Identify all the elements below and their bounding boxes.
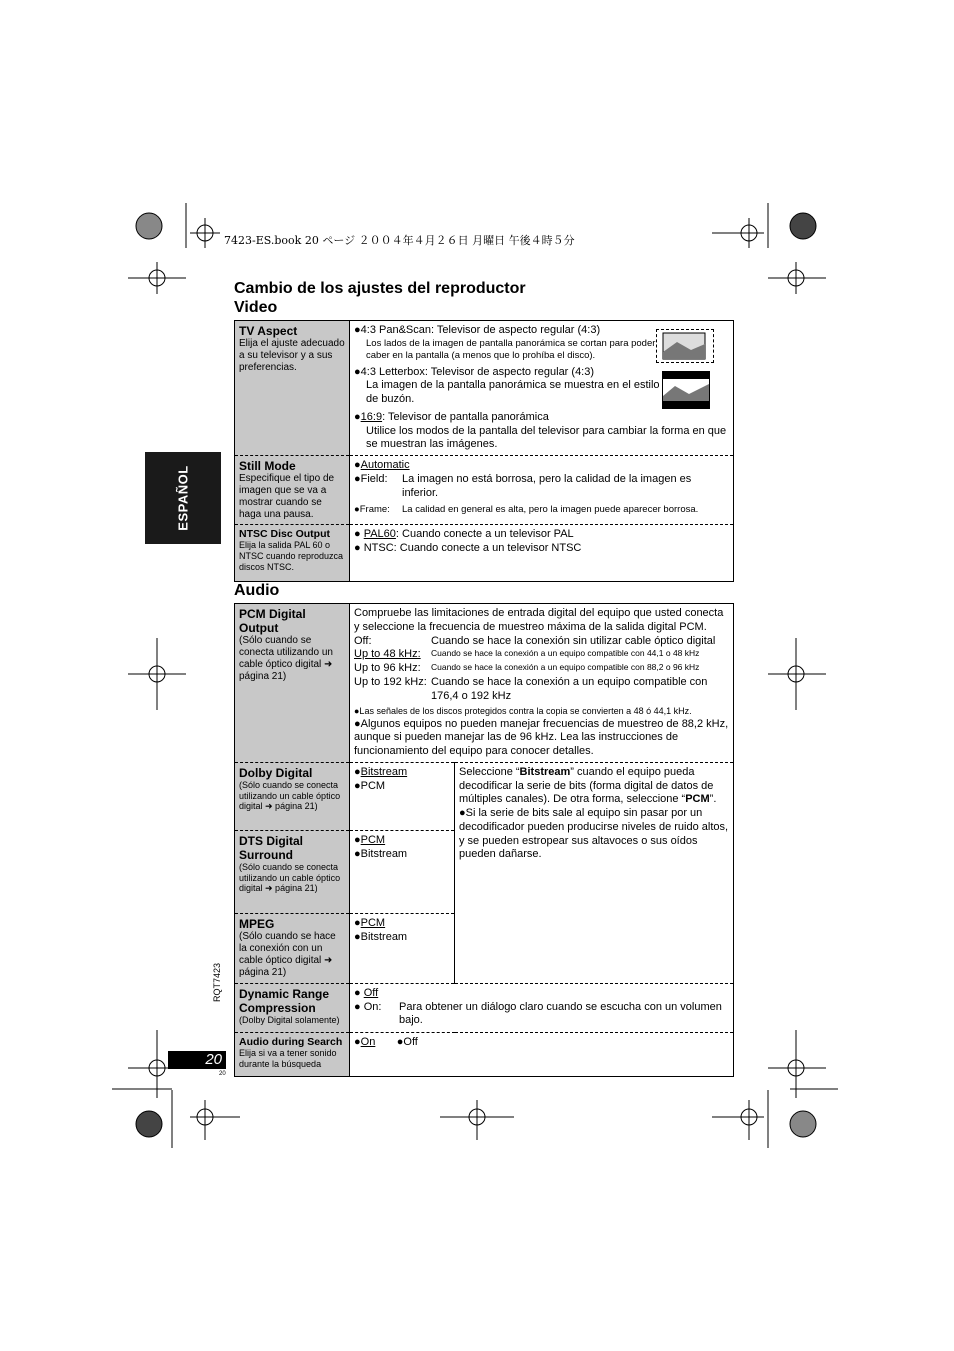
still-mode-opt1: Automatic — [360, 459, 410, 471]
pcm-note1: ●Las señales de los discos protegidos contra la copia se convierten a 48 ó 44,1 kHz. — [354, 706, 692, 717]
dts-label: DTS Digital Surround — [239, 833, 304, 862]
pcm-desc: (Sólo cuando se conecta utilizando un cable óptico digital ➜ página 21) — [239, 635, 333, 682]
page-number: 20 — [168, 1051, 226, 1069]
search-opt2: ●Off — [396, 1035, 418, 1048]
pcm-96-key: Up to 96 kHz: — [354, 662, 421, 674]
panscan-image — [656, 329, 714, 363]
bitstream-note-b: Bitstream — [519, 765, 571, 778]
dolby-desc: (Sólo cuando se conecta utilizando un cable óptico digital ➜ página 21) — [239, 779, 341, 812]
still-mode-opt3-key: ●Frame: — [354, 504, 390, 516]
search-desc: Elija si va a tener sonido durante la búsqueda — [239, 1047, 337, 1069]
pcm-intro: Compruebe las limitaciones de entrada digital del equipo que usted conecta y seleccione la frecuencia de muestreo máxima de la salida digital PCM. — [354, 607, 724, 633]
letterbox-image — [662, 371, 710, 409]
bitstream-note-c: ” cuando el equipo pueda decodificar la serie de bits (forma digital de datos de múltiples canales). De otra forma, seleccione “ — [459, 765, 714, 806]
pcm-note2: ●Algunos equipos no pueden manejar frecuencias de muestreo de 88,2 kHz, aunque si pueden manejar las de 96 kHz. Lea las instrucciones de funcionamiento del equipo para conocer detalles. — [354, 717, 729, 757]
bitstream-note-d: PCM — [685, 793, 710, 806]
still-mode-opt2-key: ●Field: — [354, 472, 388, 485]
drc-label: Dynamic Range Compression — [239, 986, 330, 1015]
tiny-page-number: 20 — [219, 1071, 226, 1077]
tv-aspect-opt2: ●4:3 Letterbox: Televisor de aspecto regular (4:3) — [354, 365, 595, 378]
tv-aspect-opt3-desc: Utilice los modos de la pantalla del televisor para cambiar la forma en que se muestran las imágenes. — [366, 424, 727, 451]
mpeg-label: MPEG — [239, 916, 275, 931]
still-mode-label: Still Mode — [239, 459, 296, 473]
pcm-48-key: Up to 48 kHz: — [354, 648, 421, 661]
still-mode-desc: Especifique el tipo de imagen que se va a mostrar cuando se haga una pausa. — [239, 473, 335, 520]
tv-aspect-opt1: ●4:3 Pan&Scan: Televisor de aspecto regular (4:3) — [354, 324, 601, 336]
dts-opt1: PCM — [360, 833, 386, 846]
pcm-off-key: Off: — [354, 634, 372, 647]
tv-aspect-desc: Elija el ajuste adecuado a su televisor y a sus preferencias. — [239, 338, 345, 373]
tv-aspect-opt2-desc: La imagen de la pantalla panorámica se muestra en el estilo de buzón. — [366, 379, 660, 405]
dolby-opt1: Bitstream — [360, 765, 408, 778]
bitstream-note-e: ”. — [709, 793, 717, 806]
bitstream-note2: ●Si la serie de bits sale al equipo sin pasar por un decodificador pueden producirse niveles de ruido altos, y se pueden estropear sus altavoces o sus oídos pueden dañarse. — [459, 807, 729, 861]
mpeg-opt2: ●Bitstream — [354, 930, 408, 943]
section-title: Cambio de los ajustes del reproductor — [234, 280, 526, 297]
ntsc-opt2: ● NTSC: Cuando conecte a un televisor NTSC — [354, 541, 582, 554]
language-tab: ESPAÑOL — [145, 452, 221, 544]
search-opt1: On — [360, 1035, 376, 1048]
drc-opt2-key: ● On: — [354, 1000, 382, 1013]
mpeg-desc: (Sólo cuando se hace la conexión con un cable óptico digital ➜ página 21) — [239, 930, 336, 978]
still-mode-opt3: La calidad en general es alta, pero la imagen puede aparecer borrosa. — [402, 504, 699, 516]
ntsc-label: NTSC Disc Output — [239, 528, 330, 540]
print-header: 7423-ES.book 20 ページ ２００４年４月２６日 月曜日 午後４時５分 — [224, 234, 575, 247]
mpeg-opt1: PCM — [360, 916, 386, 929]
drc-opt1: Off — [363, 986, 379, 999]
pcm-off: Cuando se hace la conexión sin utilizar cable óptico digital — [431, 634, 716, 647]
tv-aspect-opt3-key: 16:9 — [360, 410, 383, 423]
video-title: Video — [234, 299, 278, 316]
tv-aspect-label: TV Aspect — [239, 324, 298, 338]
pcm-192: Cuando se hace la conexión a un equipo compatible con 176,4 o 192 kHz — [431, 675, 708, 702]
doc-code: RQT7423 — [212, 962, 222, 1002]
pcm-label: PCM Digital Output — [239, 607, 306, 635]
audio-table: PCM Digital Output (Sólo cuando se conecta utilizando un cable óptico digital ➜ página 21) Compruebe las limitaciones de entrada digital del equipo que usted conecta y seleccione la frecuencia de muestreo máxima de la salida digital PCM. Off: Cuando se hace la conexión sin utilizar cable óptico digital Up to 48 kHz: Cuando se hace la conexión a un equipo compatible con 44,1 o 48 kHz Up to 96 kHz: Cuando se hace la conexión a un equipo compatible con 88,2 o 96 kHz Up to 192 kHz: Cuando se hace la conexión a un equipo compatible con 176,4 o 192 kHz ●Las señales de los discos protegidos contra la copia se convierten a 48 ó 44,1 kHz. ●Algunos equipos no pueden manejar frecuencias de muestreo de 88,2 kHz, aunque si pueden manejar las de 96 kHz. Lea las instrucciones de funcionamiento del equipo para conocer detalles. Dolby Digital (Sólo cuando se conecta utilizando un cable óptico digital ➜ página 21) ●Bitstream ●PCM Seleccione “Bitstream” cuando el equipo pueda decodificar la serie de bits (forma digital de datos de múltiples canales). De otra forma, seleccione “PCM”. ●Si la serie de bits sale al equipo sin pasar por un decodificador pueden producirse niveles de ruido altos, y se pueden estropear sus altavoces o sus oídos pueden dañarse. DTS Digital Surround (Sólo cuando se conecta utilizando un cable óptico digital ➜ página 21) ●PCM ●Bitstream MPEG (Sólo cuando se hace la conexión con un cable óptico digital ➜ página 21) ●PCM ●Bitstream Dynamic Range Compression (Dolby Digital solamente) ● Off ● On: Para obtener un diálogo claro cuando se escucha con un volumen bajo. Audio during Search Elija si va a tener sonido durante la búsqueda ●On ●Off — [234, 603, 734, 1077]
dts-opt2: ●Bitstream — [354, 847, 408, 860]
drc-desc: (Dolby Digital solamente) — [239, 1014, 340, 1025]
ntsc-opt1-key: PAL60 — [363, 528, 396, 540]
bitstream-note-a: Seleccione “ — [459, 765, 520, 778]
ntsc-opt1: : Cuando conecte a un televisor PAL — [395, 528, 574, 540]
dolby-label: Dolby Digital — [239, 765, 313, 780]
dolby-opt2: ●PCM — [354, 779, 386, 792]
dts-desc: (Sólo cuando se conecta utilizando un cable óptico digital ➜ página 21) — [239, 861, 341, 894]
drc-opt2: Para obtener un diálogo claro cuando se escucha con un volumen bajo. — [399, 1000, 722, 1027]
audio-title: Audio — [234, 582, 280, 599]
tv-aspect-opt3: : Televisor de pantalla panorámica — [382, 410, 549, 423]
ntsc-desc: Elija la salida PAL 60 o NTSC cuando reproduzca discos NTSC. — [239, 540, 344, 572]
search-label: Audio during Search — [239, 1035, 343, 1048]
pcm-192-key: Up to 192 kHz: — [354, 675, 427, 688]
video-table: TV Aspect Elija el ajuste adecuado a su televisor y a sus preferencias. ●4:3 Pan&Scan: Televisor de aspecto regular (4:3) Los lados de la imagen de pantalla panorámica se cortan para poder caber en la pantalla (a menos que lo prohíba el disco). ●4:3 Letterbox: Televisor de aspecto regular (4:3) La imagen de la pantalla panorámica se muestra en el estilo de buzón. ●16:9: Televisor de pantalla panorámica Utilice los modos de la pantalla del televisor para cambiar la forma en que se muestran las imágenes. Still Mode Especifique el tipo de imagen que se va a mostrar cuando se haga una pausa. ●Automatic ●Field: La imagen no está borrosa, pero la calidad de la imagen es inferior. ●Frame: La calidad en general es alta, pero la imagen puede aparecer borrosa. NTSC Disc Output Elija la salida PAL 60 o NTSC cuando reproduzca discos NTSC. ● PAL60: Cuando conecte a un televisor PAL ● NTSC: Cuando conecte a un televisor NTSC — [234, 320, 734, 582]
tv-aspect-opt1-desc: Los lados de la imagen de pantalla panorámica se cortan para poder caber en la pantalla (a menos que lo prohíba el disco). — [366, 337, 656, 361]
pcm-48: Cuando se hace la conexión a un equipo compatible con 44,1 o 48 kHz — [431, 648, 700, 659]
pcm-96: Cuando se hace la conexión a un equipo compatible con 88,2 o 96 kHz — [431, 662, 700, 672]
still-mode-opt2: La imagen no está borrosa, pero la calidad de la imagen es inferior. — [402, 472, 692, 499]
